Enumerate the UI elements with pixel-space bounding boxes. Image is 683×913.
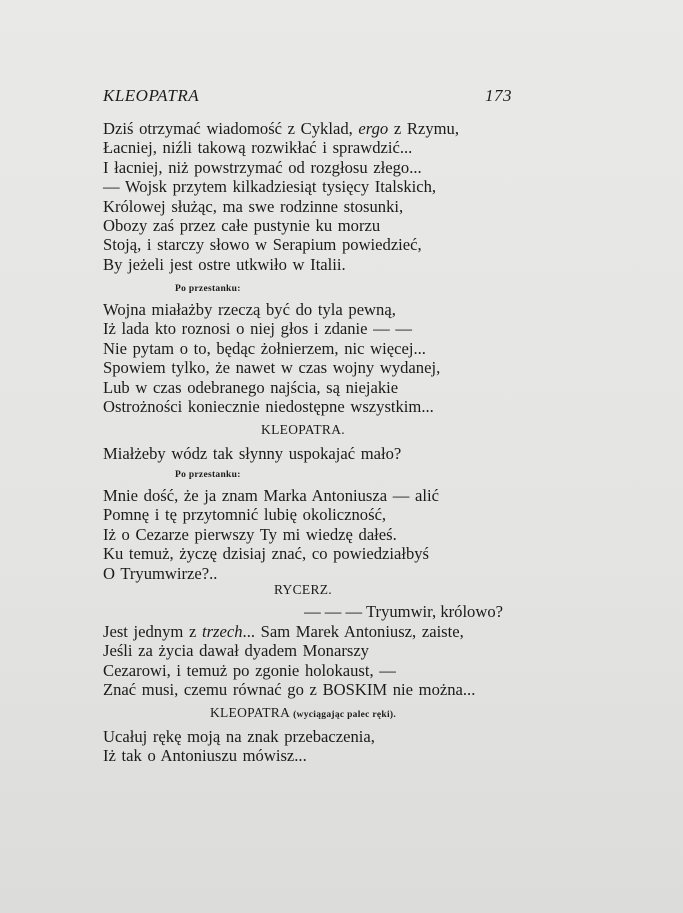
verse-line: Znać musi, czemu równać go z BOSKIM nie można...	[103, 680, 476, 700]
speaker-name: KLEOPATRA (wyciągając palec ręki).	[209, 705, 397, 720]
verse-line: Miałżeby wódz tak słynny uspokajać mało?	[103, 444, 402, 463]
verse-block-2	[103, 300, 513, 416]
stage-direction: (wyciągając palec ręki).	[293, 710, 397, 720]
verse-line: Jest jednym z trzech... Sam Marek Antoniusz, zaiste,	[103, 622, 464, 641]
verse-line: — Wojsk przytem kilkadziesiąt tysięcy Italskich,	[103, 177, 437, 197]
speaker-name: RYCERZ.	[274, 582, 332, 597]
verse-block-3	[103, 444, 513, 463]
verse-line: Spowiem tylko, że nawet w czas wojny wydanej,	[103, 358, 441, 378]
verse-line: — — — Tryumwir, królowo?	[304, 602, 503, 621]
verse-block-4	[103, 486, 513, 583]
verse-line: Dziś otrzymać wiadomość z Cyklad, ergo z Rzymu,	[103, 119, 459, 138]
speaker-name: KLEOPATRA.	[261, 422, 345, 437]
verse-line: O Tryumwirze?..	[103, 563, 218, 583]
verse-line: Królowej służąc, ma swe rodzinne stosunki,	[103, 196, 404, 216]
verse-line: Nie pytam o to, będąc żołnierzem, nic więcej...	[103, 338, 426, 358]
verse-line: Mnie dość, że ja znam Marka Antoniusza — alić	[103, 486, 439, 505]
running-title: KLEOPATRA	[103, 86, 200, 105]
stage-direction: Po przestanku:	[175, 284, 241, 294]
verse-line: I łacniej, niż powstrzymać od rozgłosu złego...	[103, 157, 422, 177]
verse-block-5	[103, 622, 513, 700]
verse-line: Stoją, i starczy słowo w Serapium powiedzieć,	[103, 235, 422, 255]
verse-line: Ostrożności koniecznie niedostępne wszystkim...	[103, 396, 434, 416]
verse-line: Iż tak o Antoniuszu mówisz...	[103, 746, 307, 766]
verse-block-6	[103, 727, 513, 766]
page-number: 173	[485, 86, 512, 105]
verse-line: Jeśli za życia dawał dyadem Monarszy	[103, 641, 369, 661]
verse-block-1	[103, 119, 513, 274]
verse-line: Obozy zaś przez całe pustynie ku morzu	[103, 215, 381, 235]
verse-line: Ucałuj rękę moją na znak przebaczenia,	[103, 727, 375, 746]
verse-line: Ku temuż, życzę dzisiaj znać, co powiedziałbyś	[103, 544, 429, 564]
verse-line: By jeżeli jest ostre utkwiło w Italii.	[103, 254, 346, 274]
verse-line: Łacniej, niźli takową rozwikłać i sprawdzić...	[103, 138, 413, 158]
verse-line: Iż o Cezarze pierwszy Ty mi wiedzę dałeś.	[103, 524, 397, 544]
verse-line: Cezarowi, i temuż po zgonie holokaust, —	[103, 660, 396, 680]
verse-line: Iż lada kto roznosi o niej głos i zdanie — —	[103, 319, 413, 339]
verse-line: Wojna miałażby rzeczą być do tyla pewną,	[103, 300, 396, 319]
verse-line: Pomnę i tę przytomnić lubię okoliczność,	[103, 505, 387, 525]
verse-line: Lub w czas odebranego najścia, są niejakie	[103, 377, 399, 397]
stage-direction: Po przestanku:	[175, 470, 241, 480]
